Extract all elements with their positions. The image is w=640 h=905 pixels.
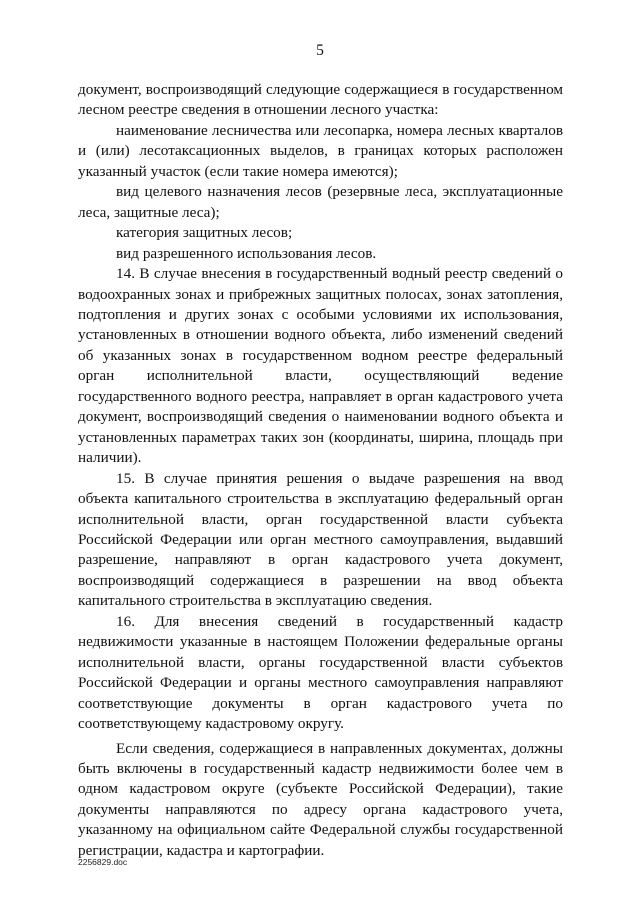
paragraph-forestry-name: наименование лесничества или лесопарка, номера лесных кварталов и (или) лесотаксационных выделов, в границах которых расположен указанный участок (если такие номера имеются); [78, 121, 563, 180]
paragraph-16: 16. Для внесения сведений в государственный кадастр недвижимости указанные в настоящем Положении федеральные органы исполнительной власти, органы государственной власти субъектов Российской Федерации и органы местного самоуправления направляют соответствующие документы в орган кадастрового учета по соответствующему кадастровому округу. [78, 612, 563, 733]
paragraph-15: 15. В случае принятия решения о выдаче разрешения на ввод объекта капитального строительства в эксплуатацию федеральный орган исполнительной власти, орган государственной власти субъекта Российской Федерации или орган местного самоуправления, выдавший разрешение, направляют в орган кадастрового учета документ, воспроизводящий содержащиеся в разрешении на ввод объекта капитального строительства в эксплуатацию сведения. [78, 469, 563, 610]
footer-filename: 2256829.doc [78, 857, 128, 867]
paragraph-14: 14. В случае внесения в государственный водный реестр сведений о водоохранных зонах и прибрежных защитных полосах, зонах затопления, подтопления и других зонах с особыми условиями их использования, установленных в отношении водного объекта, либо изменений сведений об указанных зонах в государственном водном реестре федеральный орган исполнительной власти, осуществляющий ведение государственного водного реестра, направляет в орган кадастрового учета документ, воспроизводящий сведения о наименовании водного объекта и установленных параметрах таких зон (координаты, ширина, площадь при наличии). [78, 265, 563, 467]
paragraph-forest-purpose: вид целевого назначения лесов (резервные леса, эксплуатационные леса, защитные леса); [78, 183, 563, 221]
document-body [78, 80, 563, 861]
paragraph-protective-category: категория защитных лесов; [116, 224, 293, 242]
paragraph-intro: документ, воспроизводящий следующие содержащиеся в государственном лесном реестре сведения в отношении лесного участка: [78, 81, 563, 119]
paragraph-multiple-districts: Если сведения, содержащиеся в направленных документах, должны быть включены в государственный кадастр недвижимости более чем в одном кадастровом округе (субъекте Российской Федерации), такие документы направляются по адресу органа кадастрового учета, указанному на официальном сайте Федеральной службы государственной регистрации, кадастра и картографии. [78, 739, 563, 859]
page-number: 5 [316, 42, 324, 59]
paragraph-permitted-use: вид разрешенного использования лесов. [116, 244, 377, 262]
